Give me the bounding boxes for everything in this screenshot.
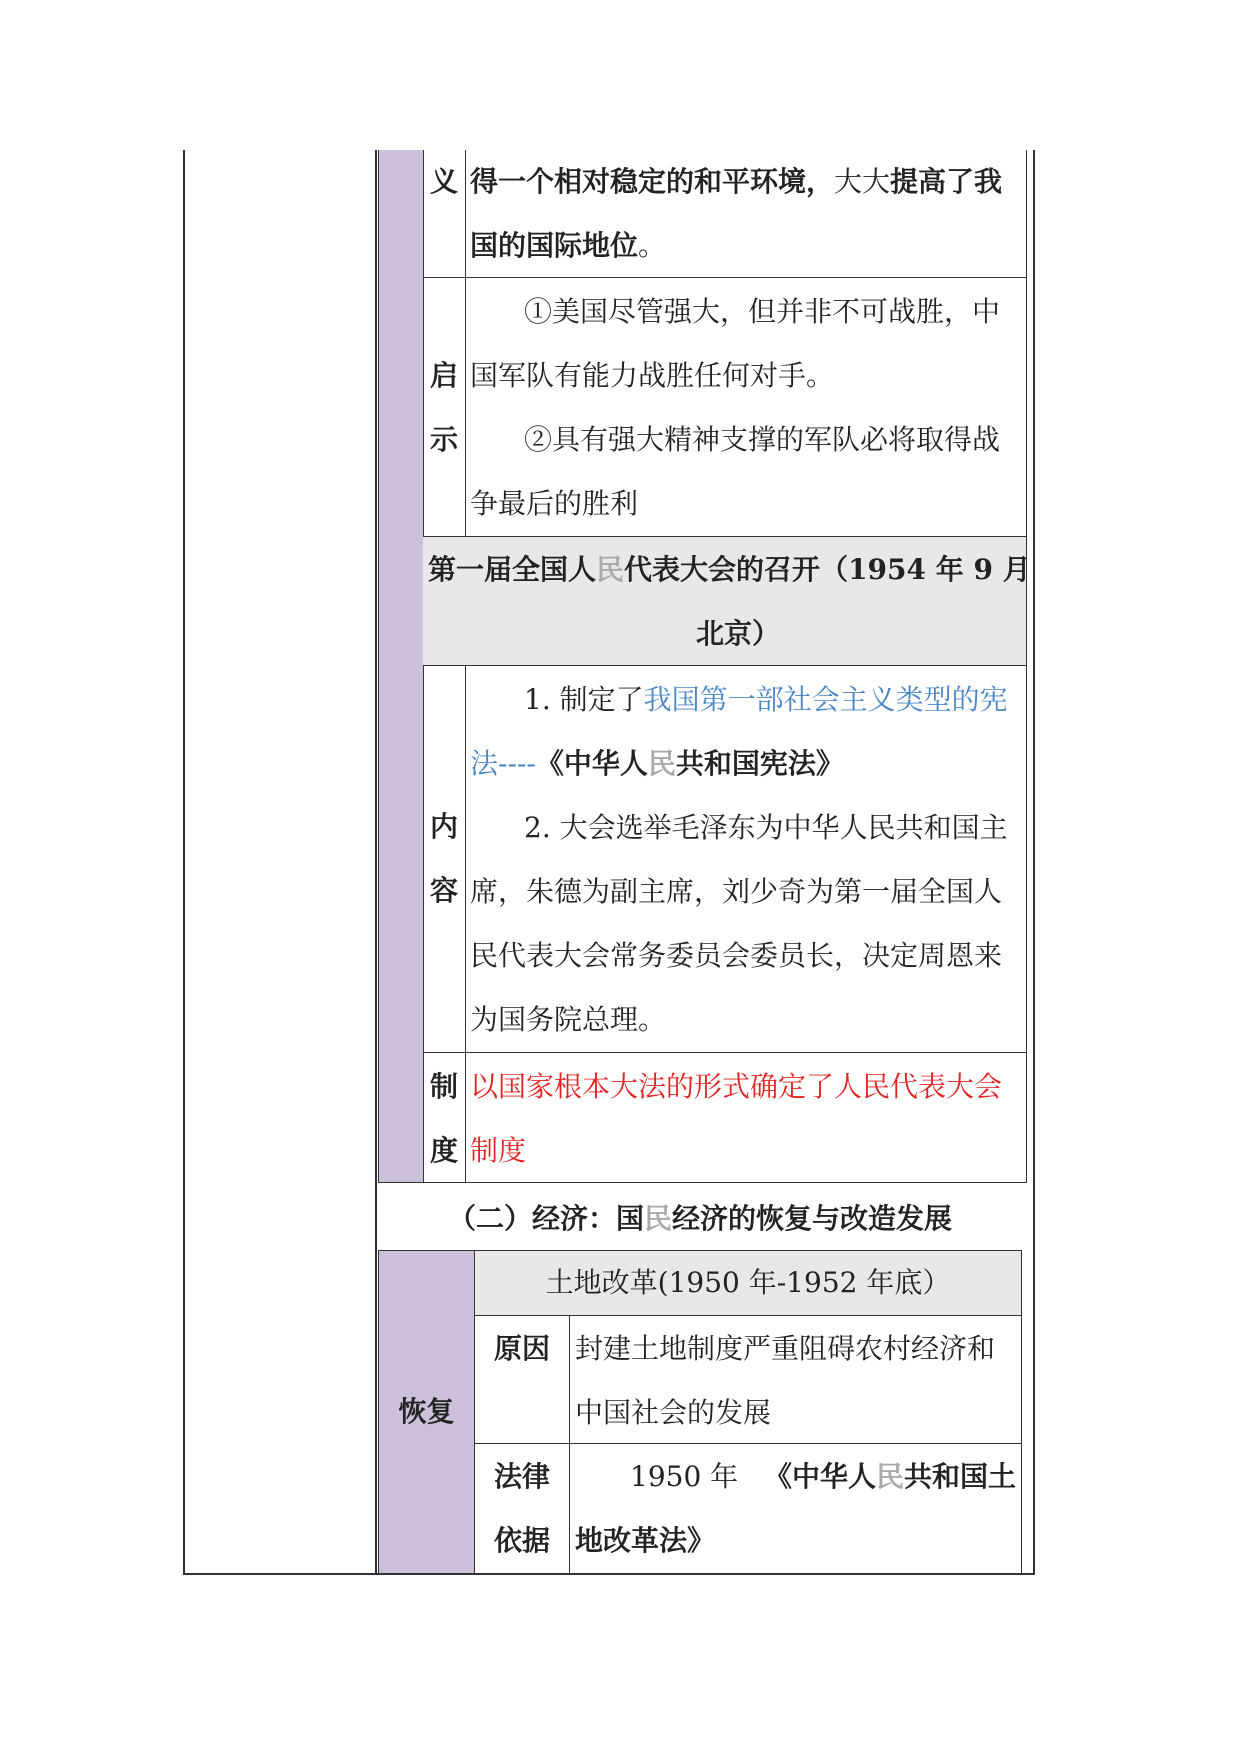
inspiration-label-1: 启 (429, 359, 458, 392)
legal-basis-label-2: 依据 (493, 1524, 550, 1557)
system-text-line-1: 以国家根本大法的形式确定了人民代表大会 (470, 1070, 1003, 1103)
content-1-law-a: 《中华人 (535, 747, 648, 780)
economy-heading-a: （二）经济：国 (448, 1202, 645, 1235)
system-label-1: 制 (429, 1070, 458, 1103)
inspiration-item-1-line-1: ①美国尽管强大，但并非不可战胜，中 (524, 295, 1001, 328)
row-divider-2 (423, 536, 1027, 537)
significance-text-d: 国的国际地位 (470, 229, 639, 262)
content-2-line-4: 为国务院总理。 (470, 1003, 667, 1036)
content-1-line-2 (470, 732, 844, 796)
reason-text-line-2: 中国社会的发展 (575, 1396, 772, 1429)
economy-heading-b: 民 (644, 1202, 673, 1235)
inspiration-item-2-line-2: 争最后的胜利 (470, 487, 639, 520)
legal-law-line-2: 地改革法》 (575, 1524, 716, 1557)
legal-law-a: 《中华人 (764, 1460, 877, 1493)
content-1-blue: 我国第一部社会主义类型的宪 (643, 683, 1008, 716)
content-1-law-c: 共和国宪法》 (675, 747, 844, 780)
congress-heading-c: 代表大会的召开（1954 年 9 月 (624, 553, 1031, 586)
land-reform-title: 土地改革(1950 年-1952 年底） (545, 1266, 951, 1299)
legal-basis-label-1: 法律 (493, 1460, 550, 1493)
reason-text-line-1: 封建土地制度严重阻碍农村经济和 (575, 1332, 996, 1365)
significance-text-b: 大大 (834, 165, 891, 198)
content-1-prefix: 1. 制定了 (524, 683, 644, 716)
lower-col-divider-2 (569, 1315, 570, 1573)
legal-law-line-1 (764, 1445, 1016, 1509)
significance-label: 义 (429, 165, 458, 198)
text-col-left-border (465, 150, 466, 537)
content-1-law-b: 民 (647, 747, 676, 780)
inspiration-item-2-line-1: ②具有强大精神支撑的军队必将取得战 (524, 423, 1001, 456)
inner-right-border (1026, 150, 1027, 1183)
system-text-line-2: 制度 (470, 1134, 527, 1167)
significance-text-line-2 (470, 214, 1026, 278)
inspiration-item-1-line-2: 国军队有能力战胜任何对手。 (470, 359, 835, 392)
outer-bottom-border (183, 1573, 1035, 1575)
row-divider-4 (423, 1052, 1027, 1053)
content-label-1: 内 (429, 810, 458, 843)
recovery-label: 恢复 (398, 1395, 455, 1428)
inspiration-label-2: 示 (429, 423, 458, 456)
congress-heading-a: 第一届全国人 (428, 553, 597, 586)
inner-left-border (378, 150, 379, 1183)
outer-col-divider (375, 150, 377, 1575)
content-1-blue-2: 法 (470, 747, 499, 780)
politics-side-column (378, 150, 423, 1183)
economy-heading-c: 经济的恢复与改造发展 (672, 1202, 953, 1235)
congress-heading-line-1 (428, 538, 1031, 602)
content-2-line-1: 2. 大会选举毛泽东为中华人民共和国主 (524, 811, 1008, 844)
content-1-dash: ---- (498, 747, 536, 780)
significance-text-c: 提高了我 (890, 165, 1003, 198)
congress-heading-b: 民 (596, 553, 625, 586)
legal-law-c: 共和国土 (904, 1460, 1017, 1493)
system-label-2: 度 (429, 1134, 458, 1167)
significance-text-line-1 (470, 150, 1026, 214)
legal-year: 1950 年 (630, 1460, 739, 1493)
significance-text-a: 得一个相对稳定的和平环境， (470, 165, 835, 198)
congress-heading-line-2: 北京） (696, 617, 781, 650)
content-2-line-2: 席，朱德为副主席，刘少奇为第一届全国人 (470, 875, 1003, 908)
outer-right-border (1033, 150, 1035, 1575)
content-label-2: 容 (429, 874, 458, 907)
legal-law-b: 民 (876, 1460, 905, 1493)
content-2-line-3: 民代表大会常务委员会委员长，决定周恩来 (470, 939, 1003, 972)
lower-row-divider-1 (474, 1315, 1022, 1316)
content-1-line-1 (524, 668, 1008, 732)
economy-heading (448, 1187, 952, 1251)
outer-left-border (183, 150, 185, 1575)
reason-label: 原因 (493, 1332, 550, 1365)
significance-text-e: 。 (638, 229, 667, 262)
text-col-left-border-2 (465, 665, 466, 1183)
